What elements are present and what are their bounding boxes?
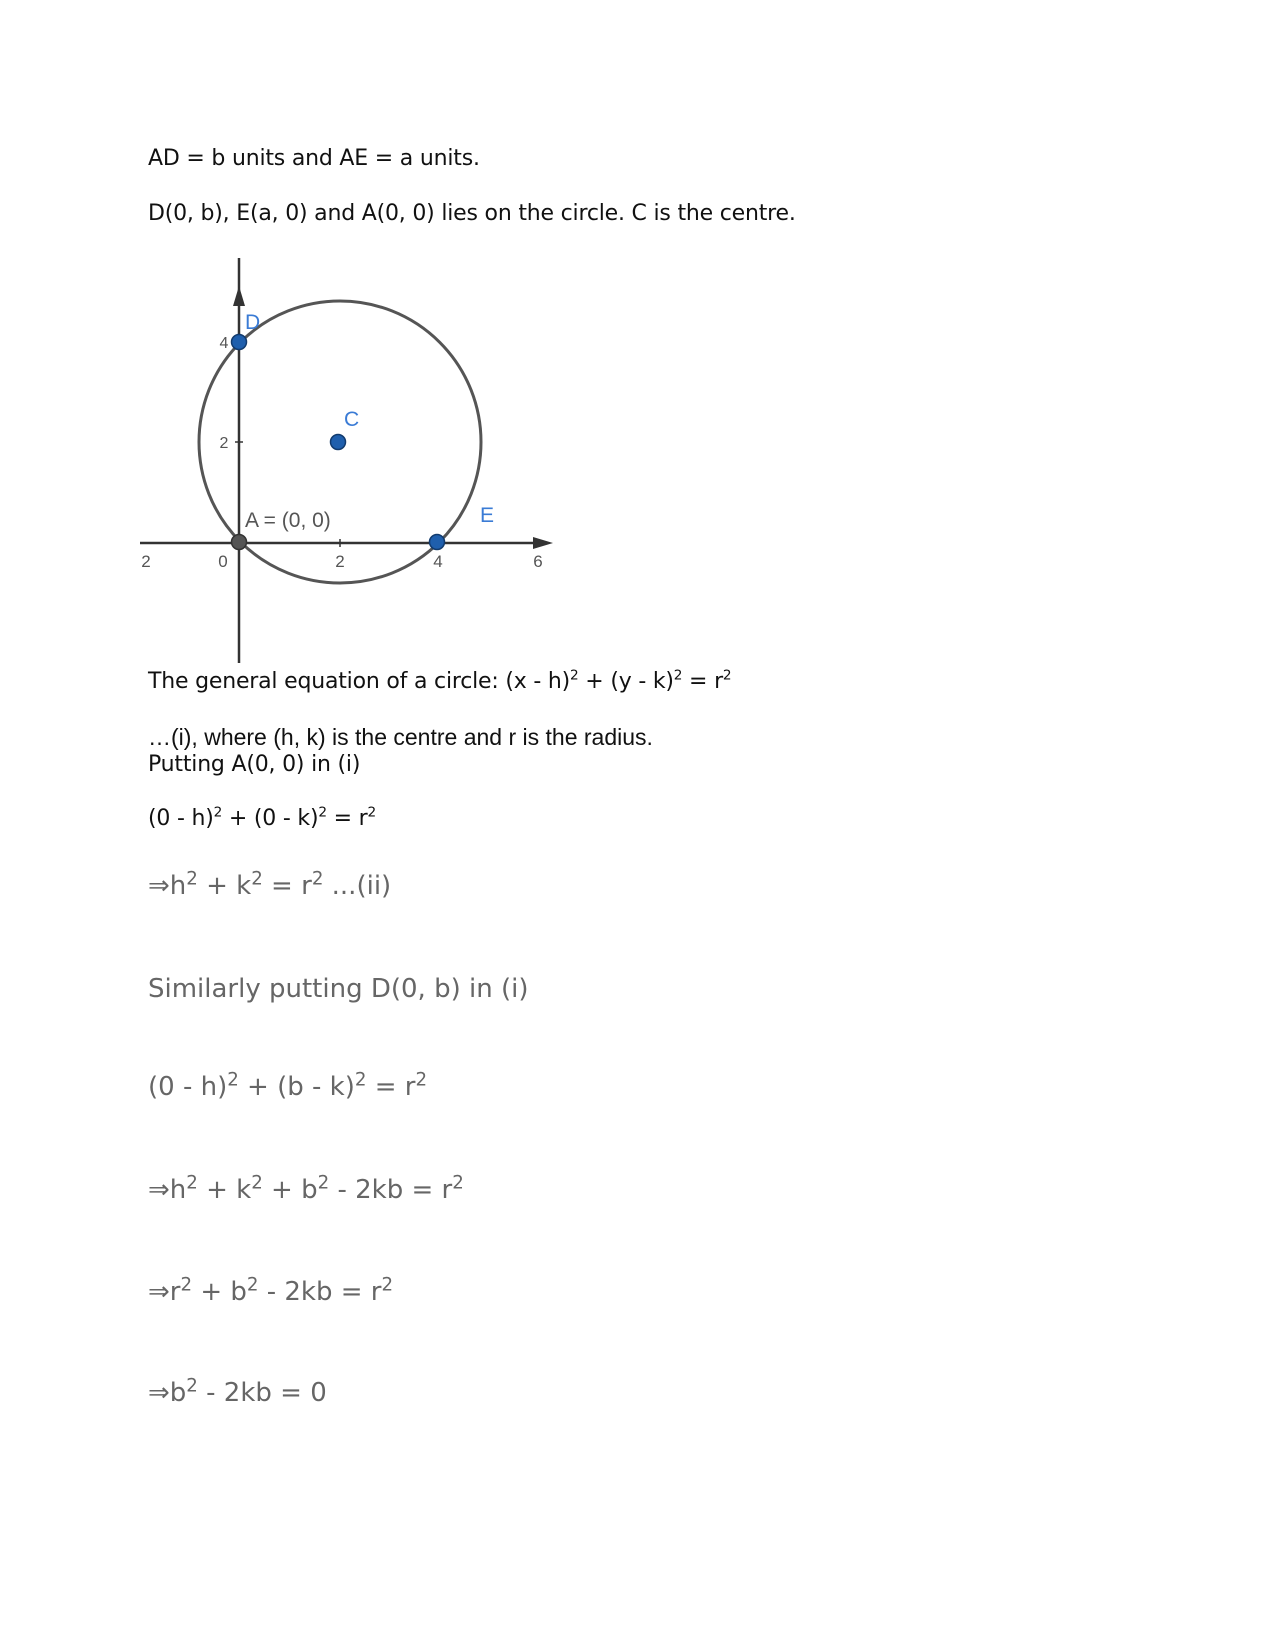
equation-substituted: $\Rightarrow r^2 + b^2 - 2kb = r^2$	[148, 1274, 394, 1307]
general-equation: The general equation of a circle: $(x - h)^2 + (y - k)^2 = r^2$	[148, 667, 732, 694]
y-axis-arrow	[233, 286, 245, 306]
text-line-1: AD = b units and AE = a units.	[148, 146, 480, 171]
x-tick-label: 2	[141, 552, 151, 571]
x-axis-arrow	[533, 537, 553, 549]
x-tick-label: 2	[335, 552, 345, 571]
equation-d: $(0 - h)^2 + (b - k)^2 = r^2$	[148, 1069, 428, 1102]
label-D: D	[245, 311, 261, 334]
label-C: C	[344, 408, 360, 431]
equation-expanded: $\Rightarrow h^2 + k^2 + b^2 - 2kb = r^2$	[148, 1172, 464, 1205]
circle-figure	[140, 258, 570, 663]
x-tick-label: 6	[533, 552, 543, 571]
label-A: A = (0, 0)	[245, 509, 331, 532]
equation-note: …(i), where (h, k) is the centre and r is the radius.	[148, 724, 653, 750]
x-tick-label: 0	[218, 552, 228, 571]
putting-d-line: Similarly putting D(0, b) in (i)	[148, 974, 529, 1004]
y-tick-label: 4	[219, 335, 229, 352]
x-tick-label: 4	[433, 552, 443, 571]
y-tick-label: 2	[219, 435, 229, 452]
putting-a-line: Putting A(0, 0) in (i)	[148, 752, 361, 777]
text-line-2: D(0, b), E(a, 0) and A(0, 0) lies on the circle. C is the centre.	[148, 201, 796, 226]
point-C	[331, 435, 346, 450]
equation-ii: $\Rightarrow h^2 + k^2 = r^2$ ...(ii)	[148, 868, 392, 901]
label-E: E	[480, 504, 495, 527]
point-E	[430, 535, 445, 550]
point-A	[232, 535, 247, 550]
equation-a: $(0 - h)^2 + (0 - k)^2 = r^2$	[148, 804, 376, 831]
point-D	[232, 335, 247, 350]
equation-simplified: $\Rightarrow b^2 - 2kb = 0$	[148, 1375, 327, 1408]
